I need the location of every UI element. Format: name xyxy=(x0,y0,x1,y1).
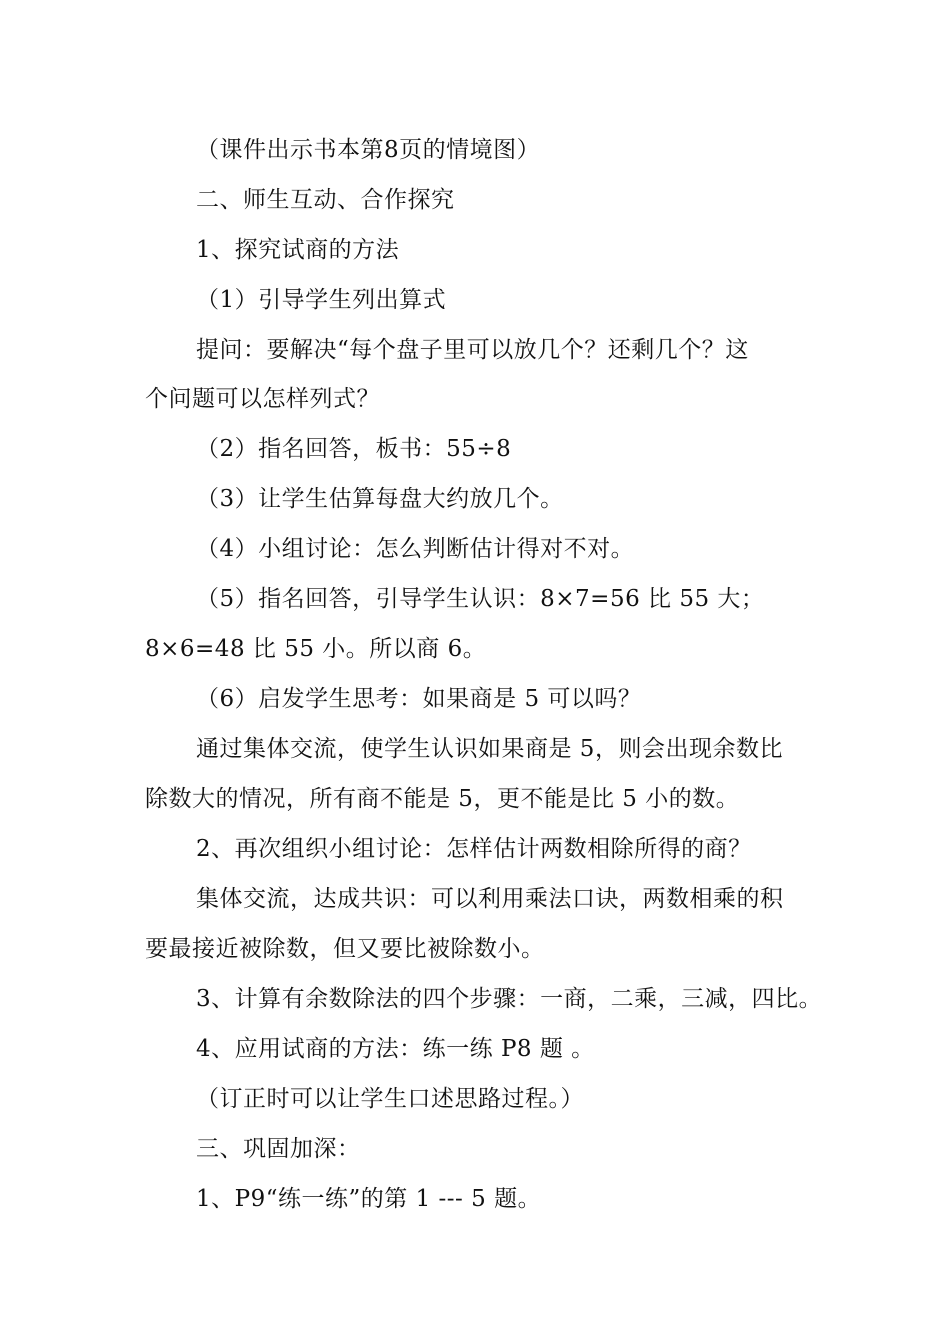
text-line-question-cont: 个问题可以怎样列式？ xyxy=(145,386,380,412)
text-line-consensus: 集体交流，达成共识：可以利用乘法口诀，两数相乘的积 xyxy=(196,886,784,912)
text-line-step-5: （5）指名回答，引导学生认识：8×7=56 比 55 大； xyxy=(196,586,765,612)
subheading-3: 3、计算有余数除法的四个步骤：一商，二乘，三减，四比。 xyxy=(196,986,823,1012)
text-line-consensus-cont: 要最接近被除数，但又要比被除数小。 xyxy=(145,936,545,962)
text-line-step-4: （4）小组讨论：怎么判断估计得对不对。 xyxy=(196,536,635,562)
text-line-step-2: （2）指名回答，板书：55÷8 xyxy=(196,436,512,462)
text-line-step-1: （1）引导学生列出算式 xyxy=(196,287,447,313)
section-heading-3: 三、巩固加深： xyxy=(196,1136,361,1162)
text-line-step-5-cont: 8×6=48 比 55 小。所以商 6。 xyxy=(145,636,487,662)
text-line-discussion: 通过集体交流，使学生认识如果商是 5，则会出现余数比 xyxy=(196,736,783,762)
text-line-question: 提问：要解决“每个盘子里可以放几个？还剩几个？这 xyxy=(196,337,749,363)
subheading-1: 1、探究试商的方法 xyxy=(196,237,400,263)
subheading-4: 4、应用试商的方法：练一练 P8 题 。 xyxy=(196,1036,595,1062)
section-heading-2: 二、师生互动、合作探究 xyxy=(196,187,455,213)
text-line-discussion-cont: 除数大的情况，所有商不能是 5，更不能是比 5 小的数。 xyxy=(145,786,740,812)
subheading-2: 2、再次组织小组讨论：怎样估计两数相除所得的商？ xyxy=(196,836,752,862)
text-line-step-3: （3）让学生估算每盘大约放几个。 xyxy=(196,486,564,512)
text-line-exercise: 1、P9“练一练”的第 1 --- 5 题。 xyxy=(196,1186,542,1212)
text-line-1: （课件出示书本第8页的情境图） xyxy=(196,137,541,163)
text-line-step-6: （6）启发学生思考：如果商是 5 可以吗？ xyxy=(196,686,642,712)
text-line-note: （订正时可以让学生口述思路过程。） xyxy=(196,1086,584,1112)
